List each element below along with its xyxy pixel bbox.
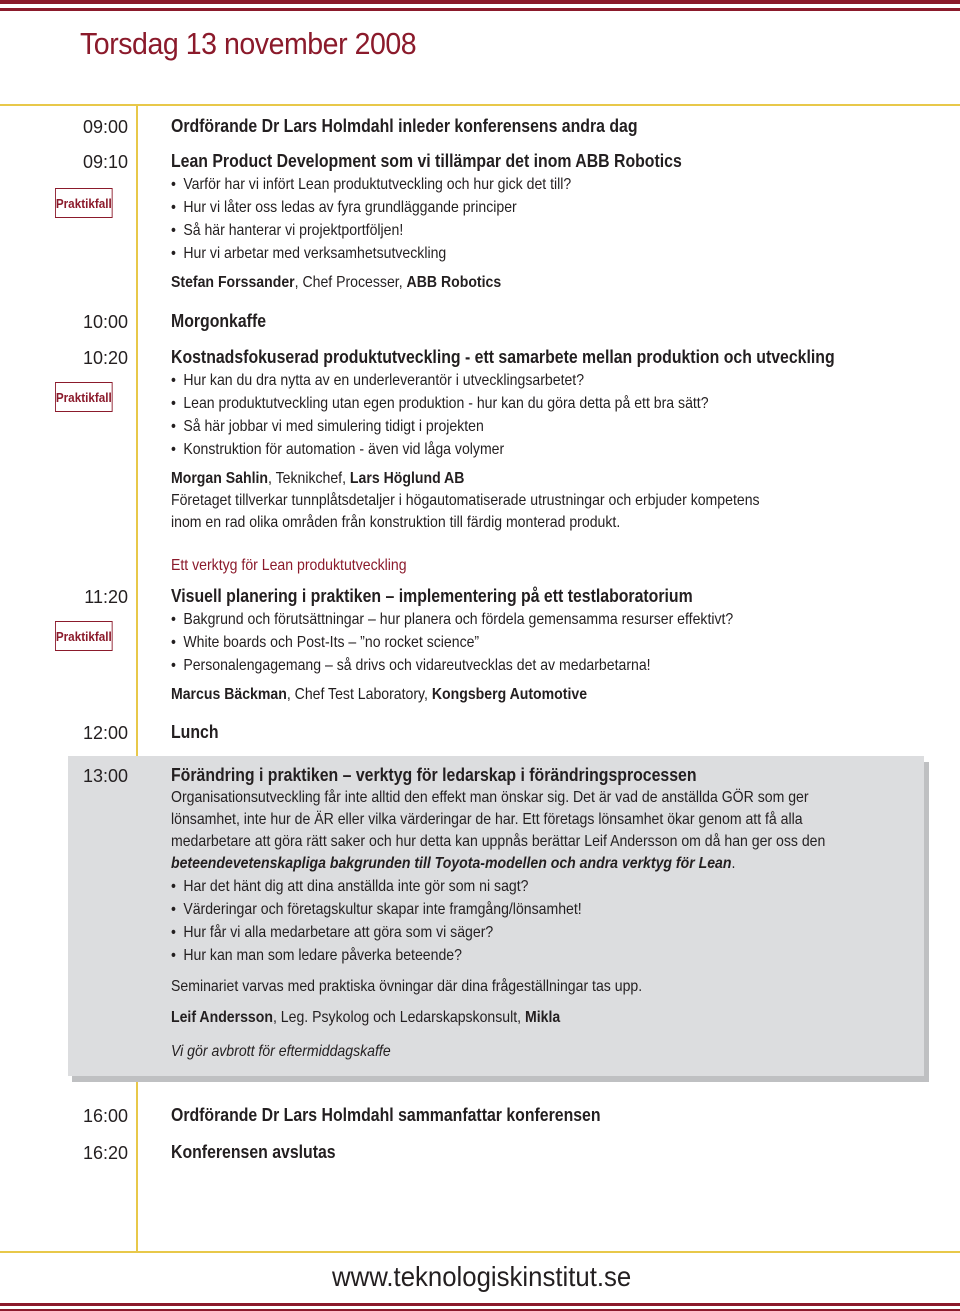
- session-heading: Förändring i praktiken – verktyg för ledarskap i förändringsprocessen: [171, 765, 697, 785]
- bullet-item: • White boards och Post-Its – ”no rocket science”: [171, 634, 480, 651]
- session-1600: [171, 1103, 946, 1127]
- company-description: Företaget tillverkar tunnplåtsdetaljer i högautomatiserade utrustningar och erbjuder kompetens: [171, 492, 760, 509]
- session-1000: [171, 309, 946, 333]
- bullet-item: • Hur kan man som ledare påverka beteende?: [171, 947, 462, 964]
- page-title: Torsdag 13 november 2008: [80, 26, 417, 61]
- bullet-item: • Hur kan du dra nytta av en underleverantör i utvecklingsarbetet?: [171, 372, 585, 389]
- footer-rule: [0, 1251, 960, 1253]
- time-1000: 10:00: [82, 312, 128, 332]
- bullet-item: • Hur vi låter oss ledas av fyra grundläggande principer: [171, 199, 517, 216]
- break-note: Vi gör avbrott för eftermiddagskaffe: [171, 1043, 391, 1060]
- praktikfall-tag: Praktikfall: [55, 188, 113, 218]
- session-1120-subtitle-wrap: [171, 555, 946, 577]
- bullet-item: • Hur får vi alla medarbetare att göra som vi säger?: [171, 924, 494, 941]
- top-band-thin: [0, 8, 960, 11]
- session-1300: [171, 763, 946, 1063]
- praktikfall-tag: Praktikfall: [55, 382, 113, 412]
- bullet-item: • Varför har vi infört Lean produktutveckling och hur gick det till?: [171, 176, 572, 193]
- session-1620: [171, 1140, 946, 1164]
- time-1120: 11:20: [84, 587, 128, 607]
- speaker-line: Stefan Forssander, Chef Processer, ABB Robotics: [171, 274, 502, 291]
- session-0910: [171, 149, 946, 294]
- session-heading: Lean Product Development som vi tillämpar det inom ABB Robotics: [171, 151, 682, 171]
- time-1020: 10:20: [82, 348, 128, 368]
- session-1120: [171, 584, 946, 706]
- bullet-item: • Så här jobbar vi med simulering tidigt i projekten: [171, 418, 484, 435]
- session-heading: Visuell planering i praktiken – implementering på ett testlaboratorium: [171, 586, 693, 606]
- time-1620: 16:20: [82, 1143, 128, 1163]
- session-heading: Ordförande Dr Lars Holmdahl inleder konferensens andra dag: [171, 116, 638, 136]
- bullet-item: • Konstruktion för automation - även vid låga volymer: [171, 441, 505, 458]
- speaker-line: Morgan Sahlin, Teknikchef, Lars Höglund AB: [171, 470, 465, 487]
- session-1200: [171, 720, 946, 744]
- bullet-item: • Värderingar och företagskultur skapar inte framgång/lönsamhet!: [171, 901, 582, 918]
- top-band: [0, 0, 960, 4]
- company-description: inom en rad olika områden från konstruktion till färdig monterad produkt.: [171, 514, 621, 531]
- session-heading: Morgonkaffe: [171, 311, 267, 331]
- session-paragraph: medarbetare att göra rätt saker och hur detta kan uppnås berättar Leif Andersson om då han ger oss den: [171, 833, 826, 850]
- bullet-item: • Lean produktutveckling utan egen produktion - hur kan du göra detta på ett bra sätt?: [171, 395, 709, 412]
- seminar-note: Seminariet varvas med praktiska övningar där dina frågeställningar tas upp.: [171, 978, 643, 995]
- speaker-line: Leif Andersson, Leg. Psykolog och Ledarskapskonsult, Mikla: [171, 1009, 561, 1026]
- header-rule: [0, 104, 960, 106]
- session-subtitle: Ett verktyg för Lean produktutveckling: [171, 557, 407, 574]
- session-1020: [171, 345, 946, 534]
- bullet-item: • Personalengagemang – så drivs och vidareutvecklas det av medarbetarna!: [171, 657, 651, 674]
- time-0910: 09:10: [82, 152, 128, 172]
- praktikfall-tag: Praktikfall: [55, 621, 113, 651]
- bullet-item: • Bakgrund och förutsättningar – hur planera och fördela gemensamma resurser effektivt?: [171, 611, 734, 628]
- bullet-item: • Hur vi arbetar med verksamhetsutveckling: [171, 245, 447, 262]
- time-0900: 09:00: [82, 117, 128, 137]
- session-heading: Kostnadsfokuserad produktutveckling - ett samarbete mellan produktion och utveckling: [171, 347, 835, 367]
- bullet-item: • Har det hänt dig att dina anställda inte gör som ni sagt?: [171, 878, 529, 895]
- footer-url[interactable]: www.teknologiskinstitut.se: [332, 1261, 632, 1292]
- speaker-line: Marcus Bäckman, Chef Test Laboratory, Kongsberg Automotive: [171, 686, 588, 703]
- session-paragraph: beteendevetenskapliga bakgrunden till Toyota-modellen och andra verktyg för Lean.: [171, 855, 736, 872]
- session-heading: Konferensen avslutas: [171, 1142, 336, 1162]
- session-paragraph: Organisationsutveckling får inte alltid den effekt man önskar sig. Det är vad de anställda GÖR som ger: [171, 789, 809, 806]
- session-paragraph: lönsamhet, inte hur de ÄR eller vilka värderingar de har. Ett företags lönsamhet ökar genom att få alla: [171, 811, 803, 828]
- bullet-item: • Så här hanterar vi projektportföljen!: [171, 222, 404, 239]
- session-heading: Ordförande Dr Lars Holmdahl sammanfattar konferensen: [171, 1105, 601, 1125]
- session-0900: [171, 114, 946, 138]
- time-1200: 12:00: [82, 723, 128, 743]
- session-heading: Lunch: [171, 722, 219, 742]
- time-1600: 16:00: [82, 1106, 128, 1126]
- bottom-band: [0, 1303, 960, 1306]
- time-1300: 13:00: [82, 766, 128, 786]
